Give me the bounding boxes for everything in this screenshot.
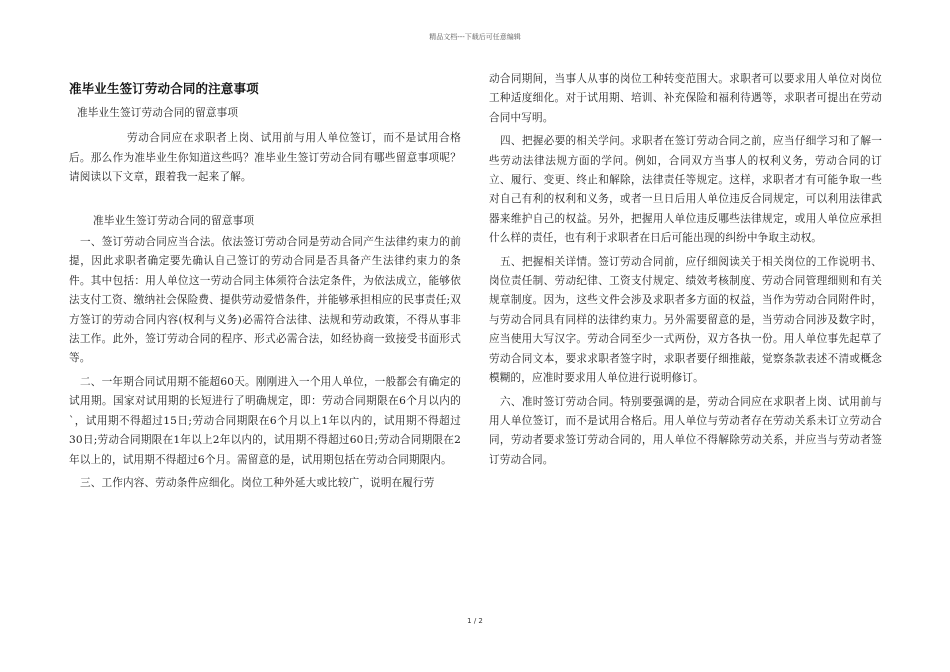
paragraph-3-start: 三、工作内容、劳动条件应细化。岗位工种外延大或比较广，说明在履行劳: [80, 476, 435, 489]
page-number: 1 / 2: [467, 617, 483, 625]
right-column: [489, 70, 882, 470]
document-title: 准毕业生签订劳动合同的注意事项: [69, 81, 259, 96]
paragraph-6: 六、准时签订劳动合同。特别要强调的是，劳动合同应在求职者上岗、试用前与用人单位签订，而不是试用合格后。用人单位与劳动者存在劳动关系未订立劳动合同，劳动者要求签订劳动合同的，用人单位不得解除劳动关系，并应当与劳动者签订劳动合同。: [489, 395, 882, 466]
paragraph-4: 四、把握必要的相关学问。求职者在签订劳动合同之前，应当仔细学习和了解一些劳动法律法规方面的学问。例如，合同双方当事人的权利义务，劳动合同的订立、履行、变更、终止和解除，法律责任等规定。这样，求职者才有可能争取一些对自己有利的权利和义务，或者一旦日后用人单位违反合同规定，可以利用法律武器来维护自己的权益。另外，把握用人单位违反哪些法律规定，或用人单位应承担什么样的责任，也有利于求职者在日后可能出现的纠纷中争取主动权。: [489, 135, 882, 245]
header-note: 精品文档---下载后可任意编辑: [429, 33, 521, 41]
paragraph-5: 五、把握相关详情。签订劳动合同前，应仔细阅读关于相关岗位的工作说明书、岗位责任制、劳动纪律、工资支付规定、绩效考核制度、劳动合同管理细则和有关规章制度。因为，这些文件会涉及求职者多方面的权益，当作为劳动合同附件时，与劳动合同具有同样的法律约束力。另外需要留意的是，当劳动合同涉及数字时，应当使用大写汉字。劳动合同至少一式两份，双方各执一份。用人单位事先起草了劳动合同文本，要求求职者签字时，求职者要仔细推敲，觉察条款表述不清或概念模糊的，应准时要求用人单位进行说明修订。: [489, 255, 882, 385]
section-heading: 准毕业生签订劳动合同的留意事项: [93, 214, 255, 227]
paragraph-1: 一、签订劳动合同应当合法。依法签订劳动合同是劳动合同产生法律约束力的前提，因此求职者确定要先确认自己签订的劳动合同是否具备产生法律约束力的条件。其中包括：用人单位这一劳动合同主体须符合法定条件，为依法成立，能够依法支付工资、缴纳社会保险费、提供劳动爱惜条件，并能够承担相应的民事责任;双方签订的劳动合同内容(权利与义务)必需符合法律、法规和劳动政策，不得从事非法工作。此外，签订劳动合同的程序、形式必需合法，如经协商一致接受书面形式等。: [69, 236, 461, 365]
intro-paragraph: 劳动合同应在求职者上岗、试用前与用人单位签订，而不是试用合格后。那么作为准毕业生你知道这些吗？准毕业生签订劳动合同有哪些留意事项呢？请阅读以下文章，跟着我一起来了解。: [69, 132, 461, 184]
paragraph-3-continued: 动合同期间，当事人从事的岗位工种转变范围大。求职者可以要求用人单位对岗位工种适度细化。对于试用期、培训、补充保险和福利待遇等，求职者可提出在劳动合同中写明。: [489, 73, 882, 124]
left-column: [69, 70, 461, 493]
document-subtitle: 准毕业生签订劳动合同的留意事项: [77, 107, 239, 119]
paragraph-2: 二、一年期合同试用期不能超60天。刚刚进入一个用人单位，一般都会有确定的试用期。国家对试用期的长短进行了明确规定，即：劳动合同期限在6个月以内的`，试用期不得超过15日;劳动合同期限在6个月以上1年以内的，试用期不得超过30日;劳动合同期限在1年以上2年以内的，试用期不得超过60日;劳动合同期限在2年以上的，试用期不得超过6个月。需留意的是，试用期包括在劳动合同期限内。: [69, 375, 461, 466]
